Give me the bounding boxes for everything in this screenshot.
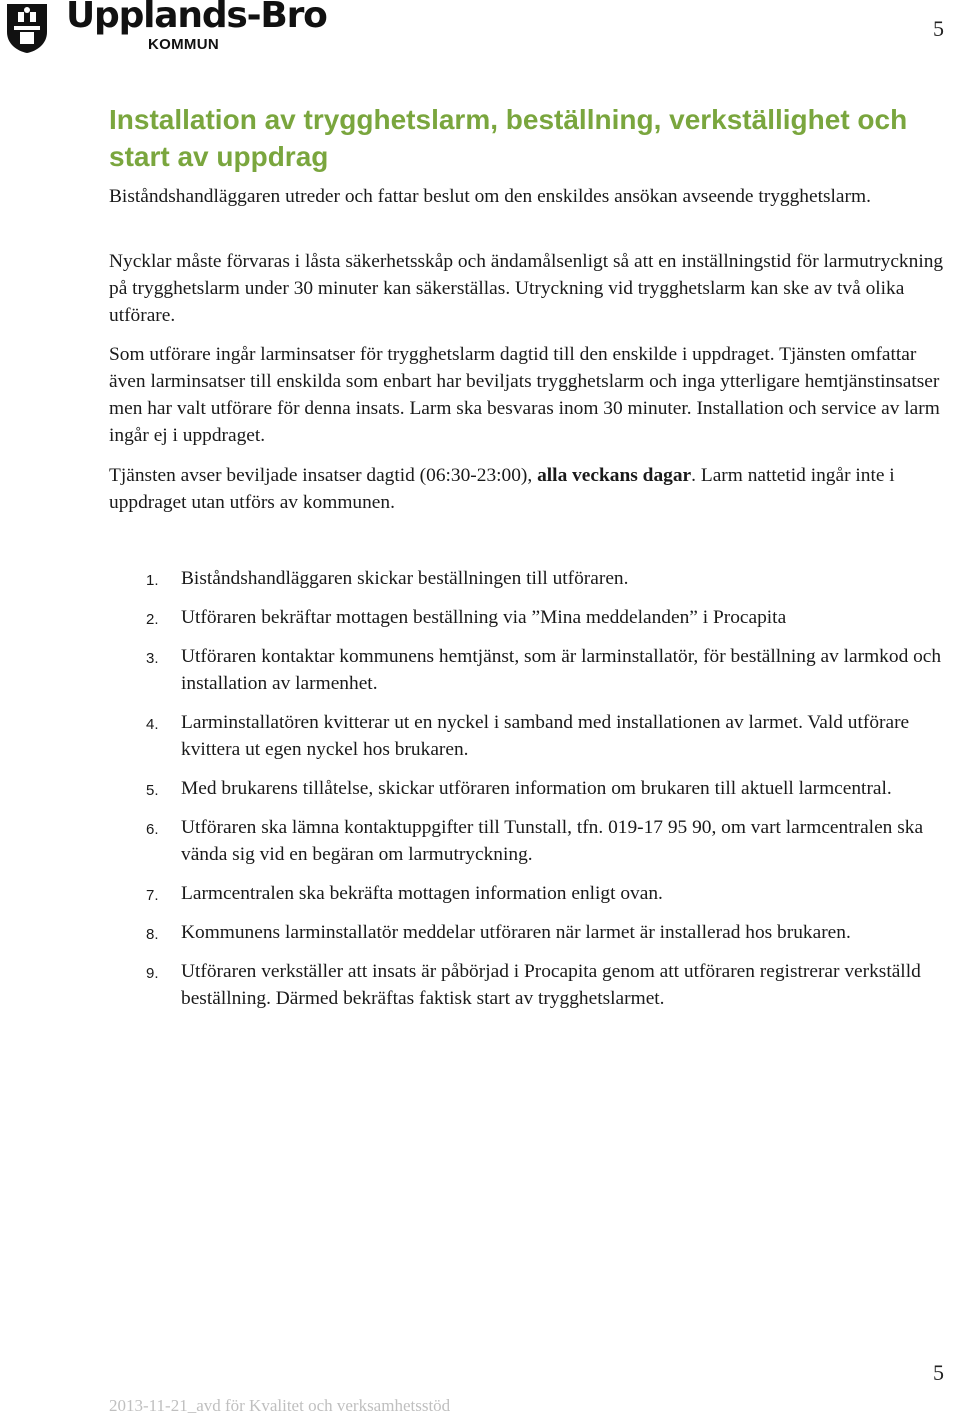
step-text: Kommunens larminstallatör meddelar utföraren när larmet är installerad hos brukaren.	[181, 922, 851, 943]
paragraph-keys: Nycklar måste förvaras i låsta säkerhetsskåp och ändamålsenligt så att en inställningstid för larmutryckning på trygghetslarm under 30 minuter kan säkerställas. Utryckning vid trygghetslarm kan ske av två olika utförare.	[109, 251, 944, 326]
step-text: Larminstallatören kvitterar ut en nyckel i samband med installationen av larmet. Vald utförare kvittera ut egen nyckel hos brukaren.	[181, 712, 910, 760]
step-number: 7.	[146, 887, 159, 904]
procedure-steps	[109, 565, 959, 1012]
step-number: 8.	[146, 926, 159, 943]
step-number: 4.	[146, 716, 159, 733]
step-number: 1.	[146, 572, 159, 589]
page-number-top: 5	[933, 16, 944, 41]
step-text: Larmcentralen ska bekräfta mottagen information enligt ovan.	[181, 883, 663, 904]
step-number: 5.	[146, 782, 159, 799]
step-text: Biståndshandläggaren skickar beställningen till utföraren.	[181, 568, 629, 589]
page-title: Installation av trygghetslarm, beställning, verkställighet och start av uppdrag	[109, 104, 908, 172]
step-text: Med brukarens tillåtelse, skickar utföraren information om brukaren till aktuell larmcentral.	[181, 778, 892, 799]
step-text: Utföraren kontaktar kommunens hemtjänst, som är larminstallatör, för beställning av larmkod och installation av larmenhet.	[181, 646, 942, 694]
list-item	[109, 919, 959, 946]
logo-name: Upplands-Bro	[66, 0, 327, 36]
hours-text-end: . Larm nattetid ingår inte i uppdraget utan utförs av kommunen.	[109, 465, 895, 513]
list-item	[109, 775, 959, 802]
list-item	[109, 880, 959, 907]
logo-subtitle: KOMMUN	[148, 36, 219, 53]
step-number: 2.	[146, 611, 159, 628]
list-item	[109, 643, 959, 697]
paragraph-hours	[109, 462, 951, 516]
list-item	[109, 604, 959, 631]
coat-of-arms-icon	[4, 2, 50, 54]
list-item	[109, 958, 959, 1012]
hours-text-start: Tjänsten avser beviljade insatser dagtid (06:30-23:00),	[109, 465, 538, 486]
paragraph-scope: Som utförare ingår larminsatser för trygghetslarm dagtid till den enskilde i uppdraget. Tjänsten omfattar även larminsatser till enskilda som enbart har beviljats trygghetslarm och inga ytterligare hemtjänstinsatser men har valt utförare för denna insats. Larm ska besvaras inom 30 minuter. Installation och service av larm ingår ej i uppdraget.	[109, 344, 940, 446]
step-text: Utföraren bekräftar mottagen beställning via ”Mina meddelanden” i Procapita	[181, 607, 787, 628]
list-item	[109, 709, 959, 763]
list-item	[109, 565, 959, 592]
paragraph-intro: Biståndshandläggaren utreder och fattar beslut om den enskildes ansökan avseende trygghetslarm.	[109, 186, 871, 207]
page-number-bottom: 5	[933, 1360, 944, 1385]
hours-emphasis: alla veckans dagar	[537, 465, 692, 486]
list-item	[109, 814, 959, 868]
step-text: Utföraren ska lämna kontaktuppgifter till Tunstall, tfn. 019-17 95 90, om vart larmcentralen ska vända sig vid en begäran om larmutryckning.	[181, 817, 924, 865]
step-number: 9.	[146, 965, 159, 982]
step-number: 3.	[146, 650, 159, 667]
step-text: Utföraren verkställer att insats är påbörjad i Procapita genom att utföraren registrerar verkställd beställning. Därmed bekräftas faktisk start av trygghetslarmet.	[181, 961, 921, 1009]
footer-text: 2013-11-21_avd för Kvalitet och verksamhetsstöd	[109, 1396, 451, 1415]
step-number: 6.	[146, 821, 159, 838]
